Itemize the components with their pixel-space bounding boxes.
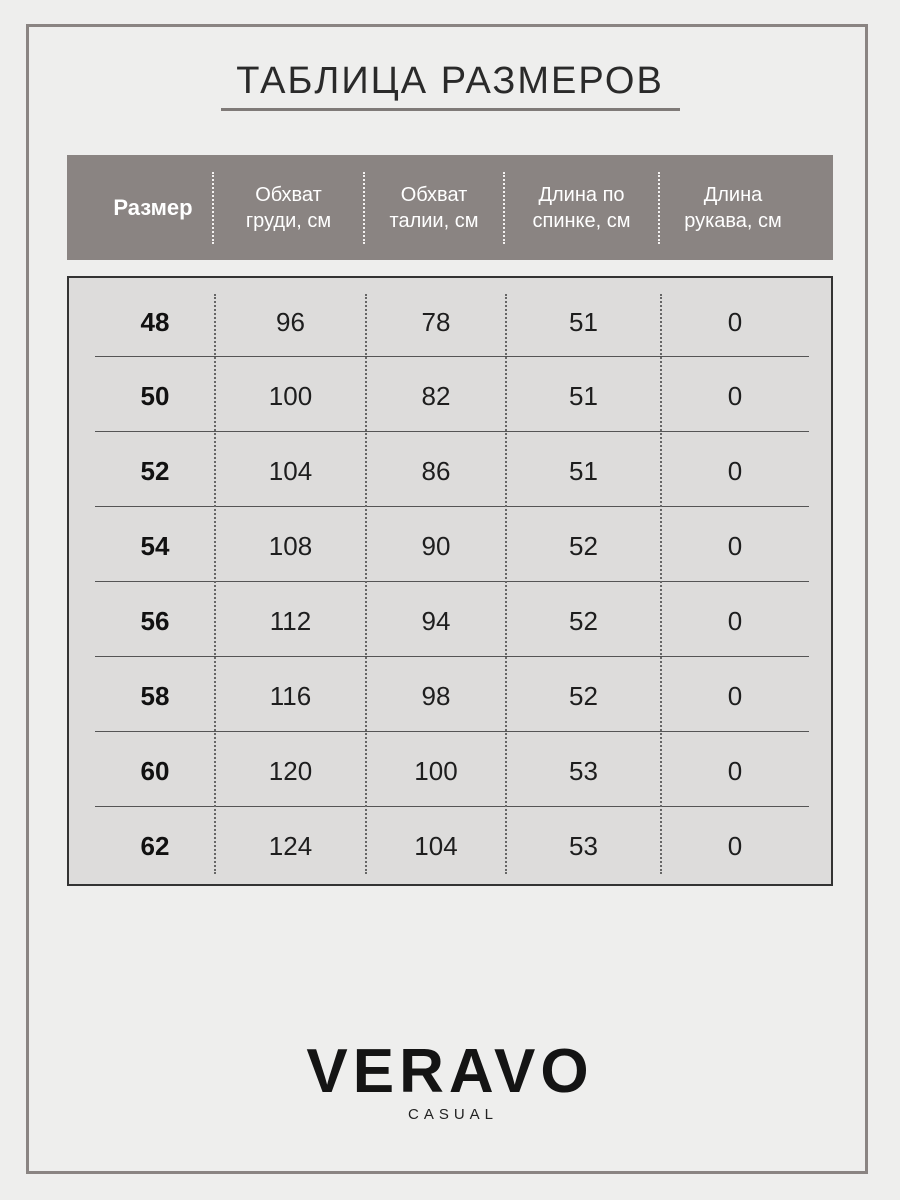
waist-cell: 86 — [421, 455, 451, 486]
chest-cell: 96 — [276, 306, 305, 337]
chest-cell: 100 — [268, 380, 313, 411]
back-length-cell: 51 — [569, 455, 598, 486]
waist-cell: 100 — [414, 755, 458, 786]
header-chest-line: Обхват — [255, 183, 322, 206]
row-divider — [95, 356, 809, 357]
table-row — [69, 733, 831, 809]
chest-cell: 112 — [269, 605, 312, 636]
size-cell: 50 — [140, 380, 170, 411]
header-size-line: Размер — [113, 194, 193, 220]
header-back-length-line: Длина по — [538, 183, 625, 206]
header-waist-line: талии, см — [389, 209, 479, 232]
size-cell: 48 — [140, 306, 170, 337]
sleeve-length-cell: 0 — [727, 830, 743, 861]
column-separator — [365, 294, 367, 874]
chest-cell: 116 — [269, 680, 312, 711]
chest-cell: 104 — [268, 455, 313, 486]
column-separator — [660, 294, 662, 874]
size-cell: 58 — [140, 680, 170, 711]
chest-cell: 120 — [268, 755, 313, 786]
title-underline — [221, 108, 680, 111]
waist-cell: 78 — [421, 306, 451, 337]
table-row — [69, 284, 831, 360]
header-waist-line: Обхват — [400, 183, 468, 206]
table-row — [69, 583, 831, 659]
row-divider — [95, 656, 809, 657]
table-header — [67, 155, 833, 260]
sleeve-length-cell: 0 — [727, 530, 743, 561]
column-separator — [214, 294, 216, 874]
size-cell: 62 — [140, 830, 170, 861]
table-row — [69, 433, 831, 509]
header-waist — [364, 155, 504, 260]
sleeve-length-cell: 0 — [727, 755, 743, 786]
back-length-cell: 53 — [569, 830, 598, 861]
column-separator — [505, 294, 507, 874]
back-length-cell: 51 — [569, 306, 598, 337]
row-divider — [95, 581, 809, 582]
page-title: ТАБЛИЦА РАЗМЕРОВ — [236, 60, 664, 102]
table-row — [69, 508, 831, 584]
waist-cell: 82 — [421, 380, 451, 411]
header-separator — [503, 172, 505, 244]
header-back-length — [504, 155, 659, 260]
header-chest — [213, 155, 364, 260]
sleeve-length-cell: 0 — [727, 605, 743, 636]
header-sleeve-length-line: рукава, см — [684, 209, 782, 232]
header-size — [93, 155, 213, 260]
sleeve-length-cell: 0 — [727, 455, 743, 486]
back-length-cell: 52 — [569, 680, 598, 711]
row-divider — [95, 731, 809, 732]
waist-cell: 104 — [414, 830, 458, 861]
header-sleeve-length — [659, 155, 807, 260]
size-cell: 52 — [140, 455, 170, 486]
sleeve-length-cell: 0 — [727, 306, 743, 337]
size-cell: 60 — [140, 755, 170, 786]
size-cell: 54 — [140, 530, 170, 561]
waist-cell: 94 — [421, 605, 451, 636]
header-back-length-line: спинке, см — [532, 209, 631, 232]
header-chest-line: груди, см — [245, 209, 332, 232]
chest-cell: 124 — [268, 830, 313, 861]
chest-cell: 108 — [268, 530, 313, 561]
row-divider — [95, 506, 809, 507]
sleeve-length-cell: 0 — [727, 680, 743, 711]
header-separator — [363, 172, 365, 244]
brand-tagline: CASUAL — [407, 1106, 499, 1123]
brand-name: VERAVO — [306, 1037, 594, 1106]
back-length-cell: 51 — [569, 380, 598, 411]
brand-logo — [0, 1037, 900, 1123]
row-divider — [95, 431, 809, 432]
table-row — [69, 808, 831, 884]
size-cell: 56 — [140, 605, 170, 636]
back-length-cell: 52 — [569, 605, 598, 636]
row-divider — [95, 806, 809, 807]
header-sleeve-length-line: Длина — [703, 183, 763, 206]
back-length-cell: 53 — [569, 755, 598, 786]
table-row — [69, 358, 831, 434]
header-separator — [658, 172, 660, 244]
waist-cell: 90 — [421, 530, 451, 561]
table-row — [69, 658, 831, 734]
sleeve-length-cell: 0 — [727, 380, 743, 411]
back-length-cell: 52 — [569, 530, 598, 561]
header-separator — [212, 172, 214, 244]
waist-cell: 98 — [421, 680, 451, 711]
size-table-body — [67, 276, 833, 886]
